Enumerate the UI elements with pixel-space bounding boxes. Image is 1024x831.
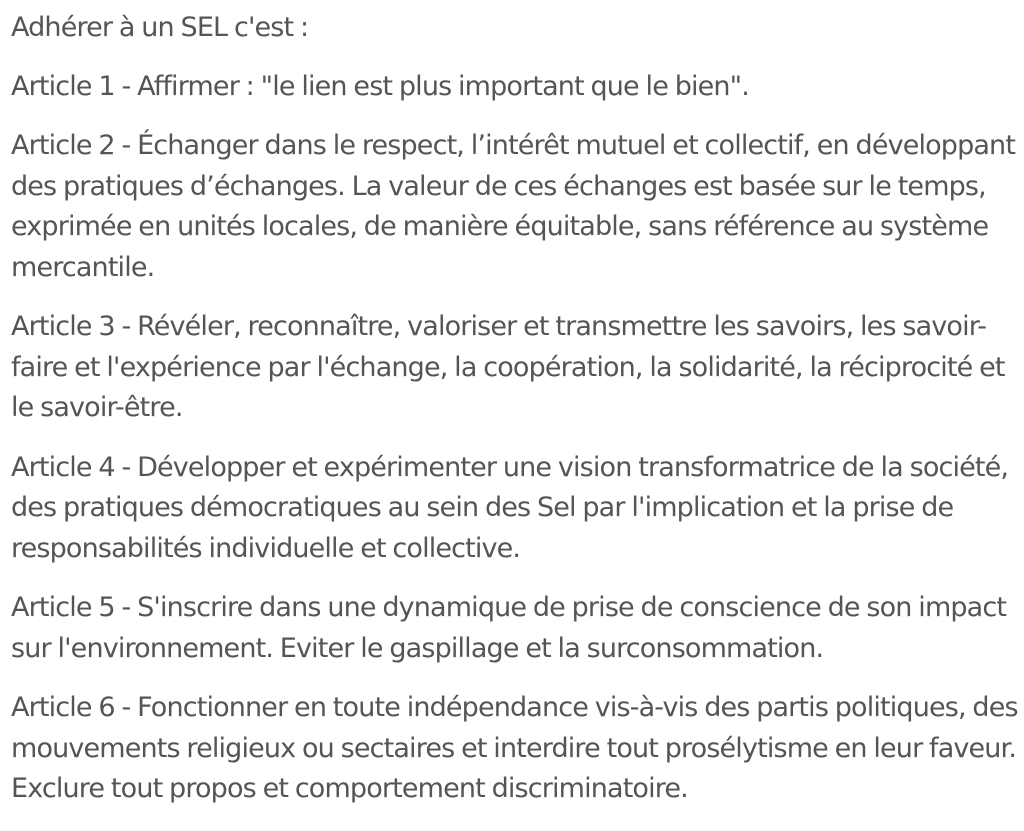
article-2: Article 2 - Échanger dans le respect, l’intérêt mutuel et collectif, en développant des pratiques d’échanges. La valeur de ces échanges est basée sur le temps, exprimée en unités locales, de manière équitable, sans référence au système mercantile. — [11, 130, 1022, 283]
article-6: Article 6 - Fonctionner en toute indépendance vis-à-vis des partis politiques, des mouvements religieux ou sectaires et interdire tout prosélytisme en leur faveur. Exclure tout propos et comportement discriminatoire. — [11, 692, 1024, 804]
charter-intro: Adhérer à un SEL c'est : — [11, 12, 309, 43]
article-3: Article 3 - Révéler, reconnaître, valoriser et transmettre les savoirs, les savoir- faire et l'expérience par l'échange, la coopération, la solidarité, la réciprocité et le savoir-être. — [11, 311, 1012, 423]
article-5: Article 5 - S'inscrire dans une dynamique de prise de conscience de son impact sur l'environnement. Eviter le gaspillage et la surconsommation. — [11, 592, 1013, 664]
article-4: Article 4 - Développer et expérimenter une vision transformatrice de la société, des pratiques démocratiques au sein des Sel par l'implication et la prise de responsabilités individuelle et collective. — [11, 451, 1022, 564]
article-1: Article 1 - Affirmer : "le lien est plus important que le bien". — [11, 70, 749, 102]
